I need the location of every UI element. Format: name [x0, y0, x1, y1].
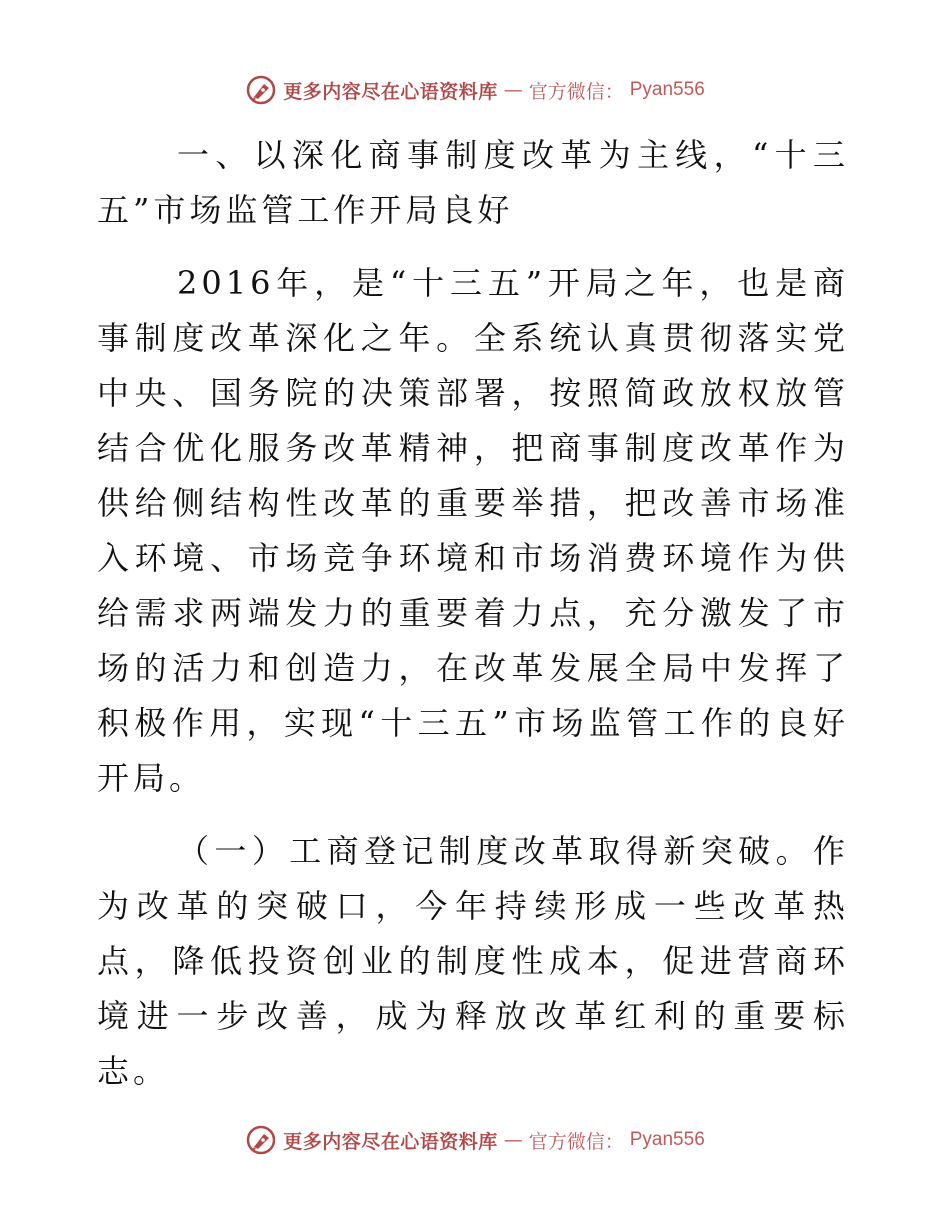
official-wechat-label: 官方微信：: [528, 1130, 624, 1153]
paragraph-2: （一）工商登记制度改革取得新突破。作为改革的突破口，今年持续形成一些改革热点，降低投资创业的制度性成本，促进营商环境进一步改善，成为释放改革红利的重要标志。: [97, 832, 849, 1090]
footer-banner: [0, 1118, 950, 1162]
banner-separator: —: [503, 1129, 523, 1151]
wechat-id: Pyan556: [629, 1129, 705, 1150]
pen-nib-logo-icon: [245, 1124, 277, 1156]
wechat-id: Pyan556: [629, 79, 705, 100]
document-body: [97, 128, 849, 1117]
section-heading: 一、以深化商事制度改革为主线，“十三五”市场监管工作开局良好: [97, 136, 849, 229]
official-wechat-label: 官方微信：: [528, 80, 624, 103]
header-banner: [0, 68, 950, 112]
site-name: 更多内容尽在心语资料库: [283, 1130, 498, 1153]
banner-separator: —: [503, 79, 523, 101]
site-name: 更多内容尽在心语资料库: [283, 80, 498, 103]
pen-nib-logo-icon: [245, 74, 277, 106]
paragraph-1: 2016年，是“十三五”开局之年，也是商事制度改革深化之年。全系统认真贯彻落实党中央、国务院的决策部署，按照简政放权放管结合优化服务改革精神，把商事制度改革作为供给侧结构性改革的重要举措，把改善市场准入环境、市场竞争环境和市场消费环境作为供给需求两端发力的重要着力点，充分激发了市场的活力和创造力，在改革发展全局中发挥了积极作用，实现“十三五”市场监管工作的良好开局。: [97, 264, 849, 797]
